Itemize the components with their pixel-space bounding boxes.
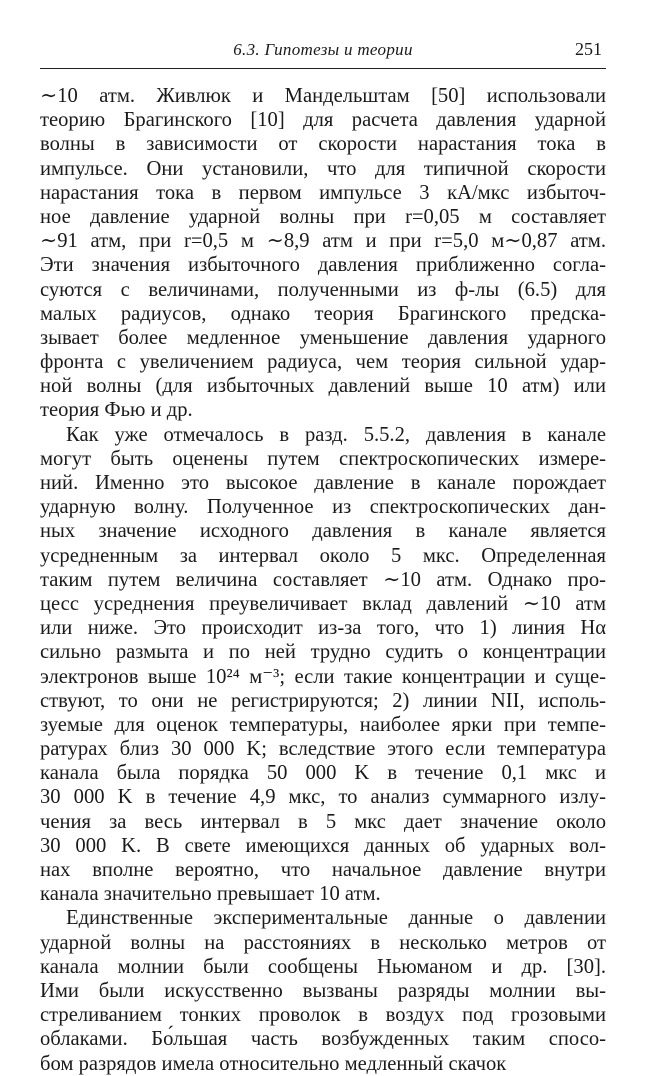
text-line: ратурах близ 30 000 K; вследствие этого если температура: [40, 738, 606, 761]
text-line: Как уже отмечалось в разд. 5.5.2, давления в канале: [66, 423, 606, 446]
page-number: 251: [575, 39, 602, 59]
text-line: ных значение исходного давления в канале является: [40, 520, 606, 543]
text-line: зывает более медленное уменьшение давления ударного: [40, 326, 606, 349]
text-line: ное давление ударной волны при r=0,05 м составляет: [40, 205, 606, 228]
text-line: усредненным за интервал около 5 мкс. Определенная: [40, 544, 606, 567]
text-line: нарастания тока в первом импульсе 3 кА/мкс избыточ-: [40, 181, 606, 204]
text-line: нах вполне вероятно, что начальное давление внутри: [40, 859, 606, 881]
text-line: волны в зависимости от скорости нарастания тока в: [40, 133, 606, 156]
text-line: ной волны (для избыточных давлений выше 10 атм) или: [40, 375, 606, 398]
paragraph: [40, 423, 606, 907]
text-line: бом разрядов имела относительно медленный скачок: [40, 1052, 507, 1075]
text-line: ∼10 атм. Живлюк и Мандельштам [50] использовали: [40, 85, 606, 107]
text-line: суются с величинами, полученными из ф-лы (6.5) для: [40, 278, 606, 301]
text-line: канала была порядка 50 000 K в течение 0,1 мкс и: [40, 762, 606, 785]
text-line: канала молнии были сообщены Ньюманом и др. [30].: [40, 955, 606, 978]
running-title: 6.3. Гипотезы и теории: [233, 40, 413, 59]
text-line: малых радиусов, однако теория Брагинского предска-: [40, 302, 606, 325]
page-header: [40, 40, 606, 64]
text-line: таким путем величина составляет ∼10 атм. Однако про-: [40, 568, 606, 591]
paragraph: [40, 906, 606, 1075]
header-rule: [40, 68, 606, 69]
text-line: чения за весь интервал в 5 мкс дает значение около: [40, 810, 606, 833]
text-line: облаками. Бо́льшая часть возбужденных таким спосо-: [40, 1028, 606, 1051]
text-line: теория Фью и др.: [40, 399, 193, 422]
text-line: ударную волну. Полученное из спектроскопических дан-: [40, 496, 606, 519]
text-line: импульсе. Они установили, что для типичной скорости: [40, 157, 606, 180]
text-line: фронта с увеличением радиуса, чем теория сильной удар-: [40, 351, 606, 374]
text-line: канала значительно превышает 10 атм.: [40, 883, 381, 906]
text-line: 30 000 K. В свете имеющихся данных об ударных вол-: [40, 834, 606, 857]
text-line: ∼91 атм, при r=0,5 м ∼8,9 атм и при r=5,0 м∼0,87 атм.: [40, 230, 606, 253]
text-line: зуемые для оценок температуры, наиболее ярки при темпе-: [40, 713, 606, 736]
text-line: Единственные экспериментальные данные о давлении: [66, 907, 606, 930]
text-line: ударной волны на расстояниях в несколько метров от: [40, 931, 606, 954]
text-line: теорию Брагинского [10] для расчета давления ударной: [40, 109, 606, 132]
text-line: 30 000 K в течение 4,9 мкс, то анализ суммарного излу-: [40, 786, 606, 809]
text-line: Ими были искусственно вызваны разряды молнии вы-: [40, 979, 606, 1002]
text-line: сильно размыта и по ней трудно судить о концентрации: [40, 641, 606, 664]
text-line: ствуют, то они не регистрируются; 2) линии NII, исполь-: [40, 689, 606, 712]
text-line: Эти значения избыточного давления приближенно согла-: [40, 254, 606, 277]
text-line: цесс усреднения преувеличивает вклад давлений ∼10 атм: [40, 592, 606, 615]
paragraph: [40, 84, 606, 423]
text-line: ний. Именно это высокое давление в канале порождает: [40, 472, 606, 494]
body-text: [40, 84, 606, 1076]
text-line: могут быть оценены путем спектроскопических измере-: [40, 447, 606, 470]
text-line: электронов выше 10²⁴ м⁻³; если такие концентрации и суще-: [40, 665, 606, 688]
text-line: или ниже. Это происходит из-за того, что 1) линия Hα: [40, 617, 606, 640]
text-line: стреливанием тонких проволок в воздух под грозовыми: [40, 1004, 606, 1027]
